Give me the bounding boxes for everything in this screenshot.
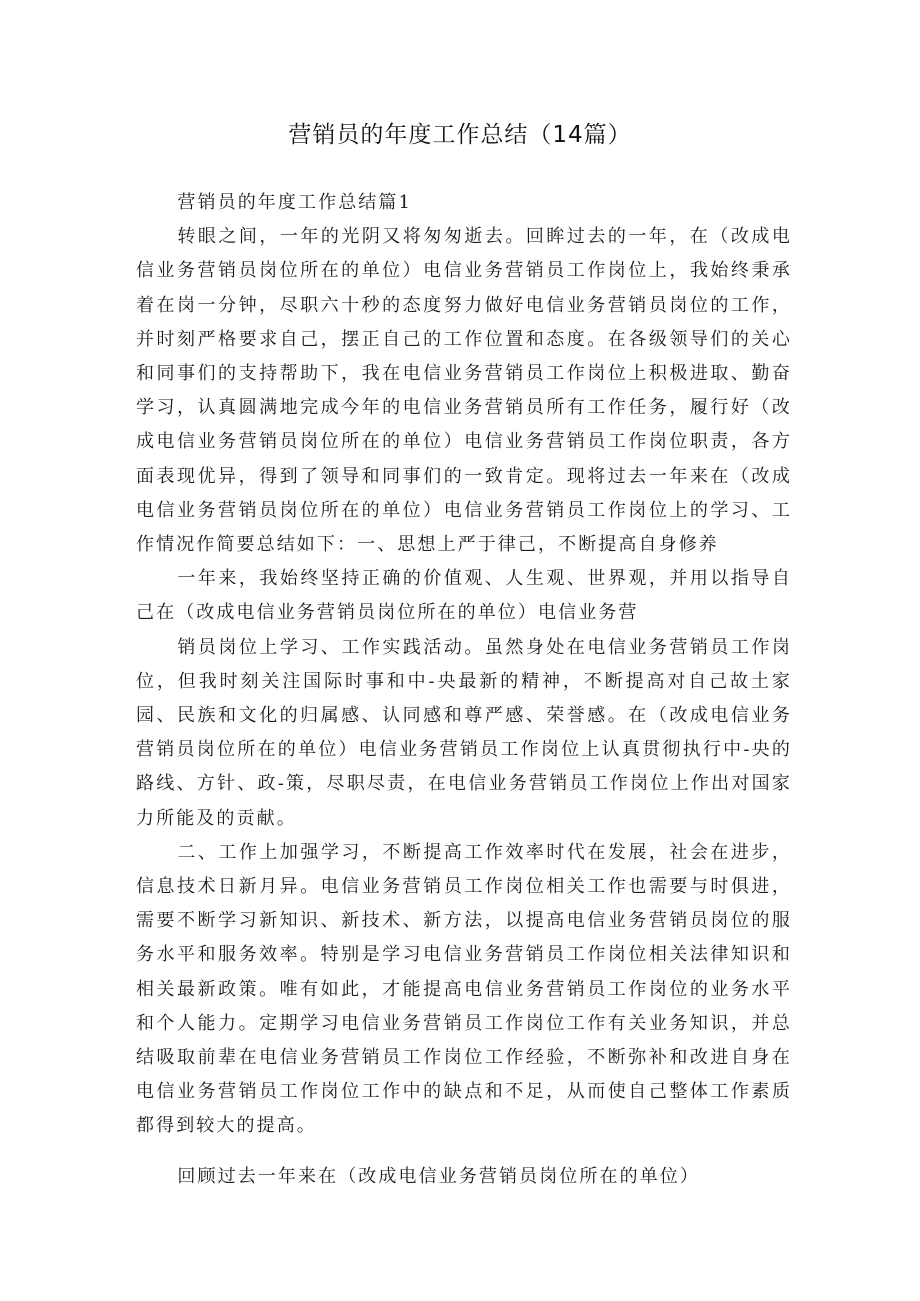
paragraph-1: 转眼之间，一年的光阴又将匆匆逝去。回眸过去的一年，在（改成电信业务营销员岗位所在的单位）电信业务营销员工作岗位上，我始终秉承着在岗一分钟，尽职六十秒的态度努力做好电信业务营销员岗位的工作，并时刻严格要求自己，摆正自己的工作位置和态度。在各级领导们的关心和同事们的支持帮助下，我在电信业务营销员工作岗位上积极进取、勤奋学习，认真圆满地完成今年的电信业务营销员所有工作任务，履行好（改成电信业务营销员岗位所在的单位）电信业务营销员工作岗位职责，各方面表现优异，得到了领导和同事们的一致肯定。现将过去一年来在（改成电信业务营销员岗位所在的单位）电信业务营销员工作岗位上的学习、工作情况作简要总结如下：一、思想上严于律己，不断提高自身修养 (136, 226, 792, 556)
paragraph-5: 回顾过去一年来在（改成电信业务营销员岗位所在的单位） (177, 1165, 700, 1187)
paragraph-4: 二、工作上加强学习，不断提高工作效率时代在发展，社会在进步，信息技术日新月异。电信业务营销员工作岗位相关工作也需要与时俱进，需要不断学习新知识、新技术、新方法，以提高电信业务营销员岗位的服务水平和服务效率。特别是学习电信业务营销员工作岗位相关法律知识和相关最新政策。唯有如此，才能提高电信业务营销员工作岗位的业务水平和个人能力。定期学习电信业务营销员工作岗位工作有关业务知识，并总结吸取前辈在电信业务营销员工作岗位工作经验，不断弥补和改进自身在电信业务营销员工作岗位工作中的缺点和不足，从而使自己整体工作素质都得到较大的提高。 (136, 841, 792, 1137)
section-heading: 营销员的年度工作总结篇1 (177, 192, 413, 213)
paragraph-2: 一年来，我始终坚持正确的价值观、人生观、世界观，并用以指导自己在（改成电信业务营销员岗位所在的单位）电信业务营 (136, 568, 792, 624)
paragraph-3: 销员岗位上学习、工作实践活动。虽然身处在电信业务营销员工作岗位，但我时刻关注国际时事和中-央最新的精神，不断提高对自己故土家园、民族和文化的归属感、认同感和尊严感、荣誉感。在（改成电信业务营销员岗位所在的单位）电信业务营销员工作岗位上认真贯彻执行中-央的路线、方针、政-策，尽职尽责，在电信业务营销员工作岗位上作出对国家力所能及的贡献。 (136, 636, 792, 829)
document-body (136, 186, 792, 1194)
document-title: 营销员的年度工作总结（14篇） (288, 122, 632, 148)
